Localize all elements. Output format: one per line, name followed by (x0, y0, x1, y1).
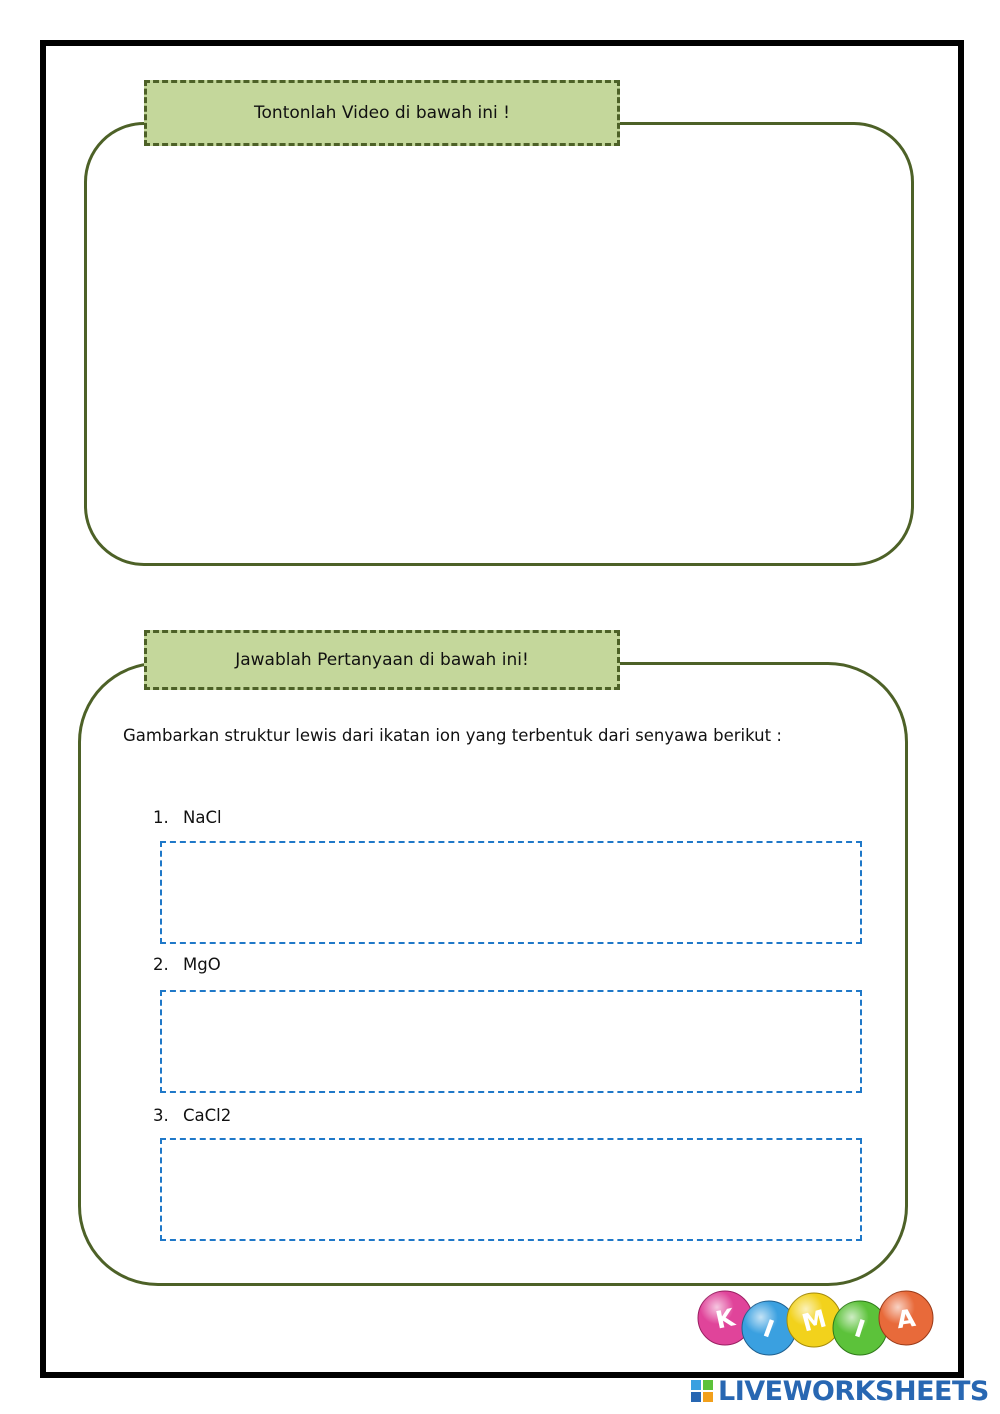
question-2-label: 2. MgO (153, 955, 221, 974)
questions-heading-text: Jawablah Pertanyaan di bawah ini! (235, 650, 529, 670)
logo-letter-5: A (894, 1303, 918, 1335)
kimia-logo (693, 1288, 938, 1360)
question-1-label: 1. NaCl (153, 808, 222, 827)
logo-letter-4: I (851, 1314, 869, 1344)
liveworksheets-wordmark: LIVEWORKSHEETS (718, 1375, 989, 1407)
logo-letter-3: M (799, 1304, 830, 1338)
logo-ball-3 (787, 1293, 841, 1347)
answer-box-2[interactable] (160, 990, 862, 1093)
question-3-label: 3. CaCl2 (153, 1106, 232, 1125)
answer-box-1[interactable] (160, 841, 862, 944)
questions-section-heading (144, 630, 620, 690)
liveworksheets-brand (690, 1374, 989, 1408)
logo-ball-5 (879, 1291, 933, 1345)
video-heading-text: Tontonlah Video di bawah ini ! (254, 103, 510, 123)
answer-box-3[interactable] (160, 1138, 862, 1241)
logo-letter-2: I (759, 1314, 778, 1344)
question-3-compound: CaCl2 (183, 1106, 232, 1125)
question-1-compound: NaCl (183, 808, 222, 827)
liveworksheets-icon (690, 1379, 714, 1403)
video-section-heading (144, 80, 620, 146)
logo-ball-4 (833, 1301, 887, 1355)
instruction-text: Gambarkan struktur lewis dari ikatan ion yang terbentuk dari senyawa berikut : (123, 726, 782, 745)
question-2-compound: MgO (183, 955, 221, 974)
logo-letter-1: K (713, 1303, 738, 1335)
video-panel (84, 122, 914, 566)
